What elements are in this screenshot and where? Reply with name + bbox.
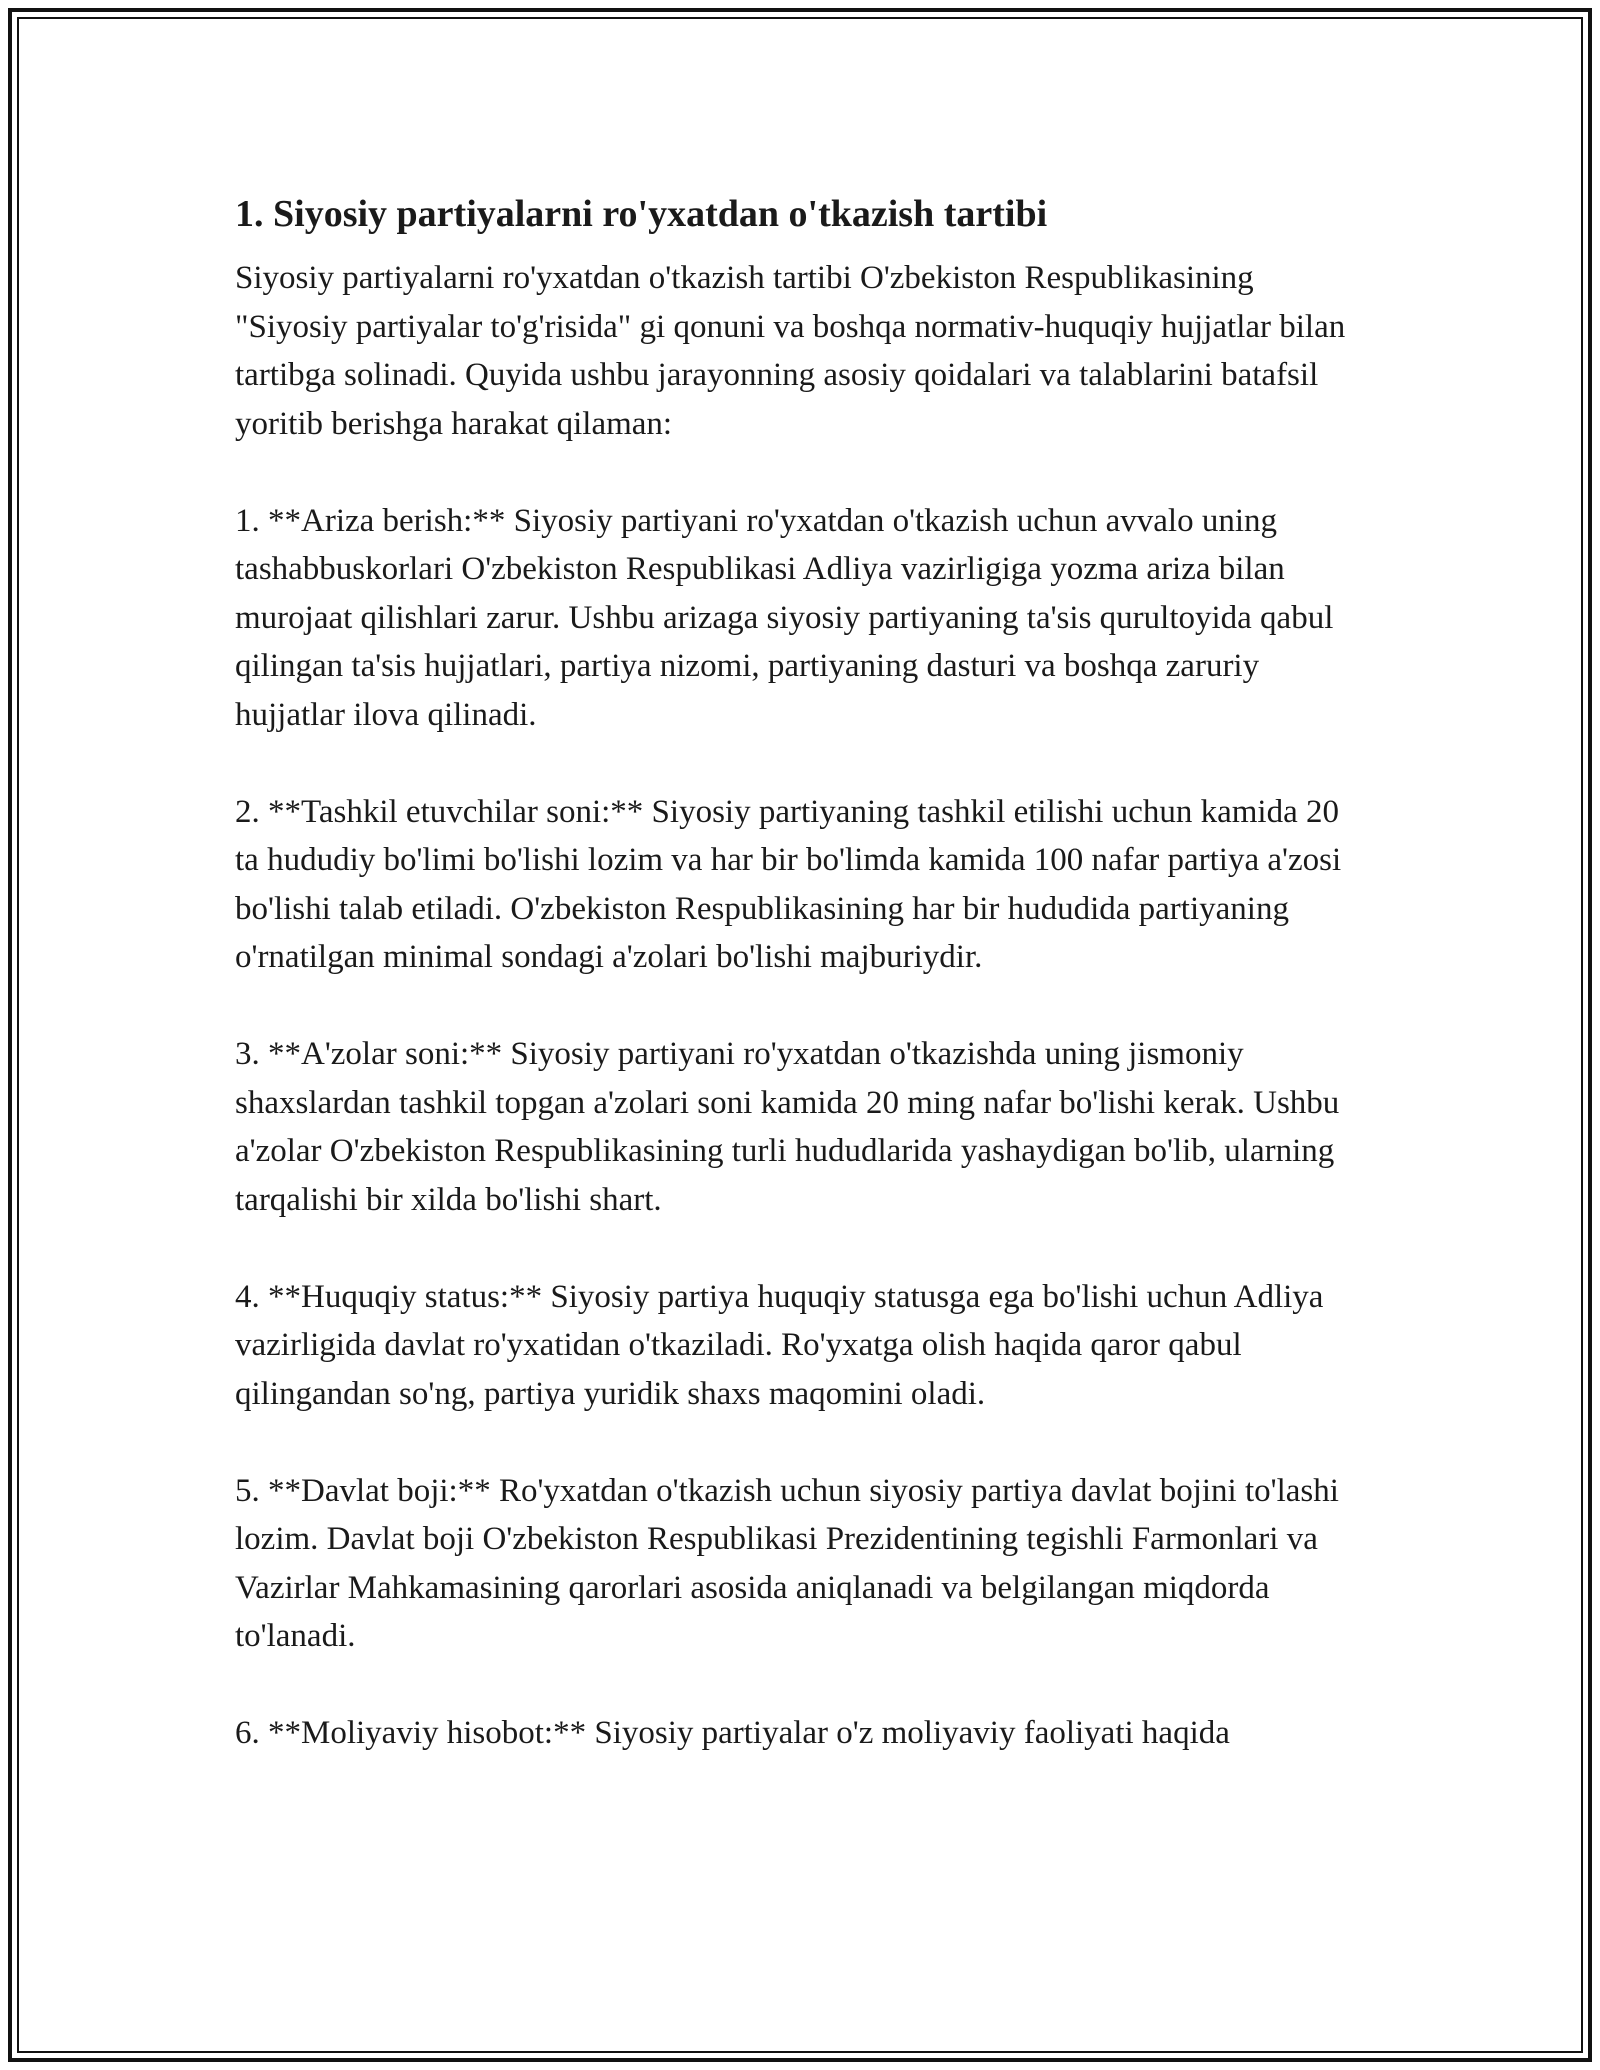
list-item-azolar-soni: 3. **A'zolar soni:** Siyosiy partiyani ro'yxatdan o'tkazishda uning jismoniy shaxslardan tashkil topgan a'zolari soni kamida 20 ming nafar bo'lishi kerak. Ushbu a'zolar O'zbekiston Respublikasining turli hududlarida yashaydigan bo'lib, ularning tarqalishi bir xilda bo'lishi shart. <box>235 1036 1340 1218</box>
list-item-tashkil-etuvchilar-soni: 2. **Tashkil etuvchilar soni:** Siyosiy partiyaning tashkil etilishi uchun kamida 20 ta hududiy bo'limi bo'lishi lozim va har bir bo'limda kamida 100 nafar partiya a'zosi bo'lishi talab etiladi. O'zbekiston Respublikasining har bir hududida partiyaning o'rnatilgan minimal sondagi a'zolari bo'lishi majburiydir. <box>235 793 1342 975</box>
list-item-huquqiy-status: 4. **Huquqiy status:** Siyosiy partiya huquqiy statusga ega bo'lishi uchun Adliya vazirligida davlat ro'yxatidan o'tkaziladi. Ro'yxatga olish haqida qaror qabul qilingandan so'ng, partiya yuridik shaxs maqomini oladi. <box>235 1278 1324 1412</box>
document-body <box>235 186 1365 1758</box>
intro-paragraph: Siyosiy partiyalarni ro'yxatdan o'tkazish tartibi O'zbekiston Respublikasining "Siyosiy partiyalar to'g'risida" gi qonuni va boshqa normativ-huquqiy hujjatlar bilan tartibga solinadi. Quyida ushbu jarayonning asosiy qoidalari va talablarini batafsil yoritib berishga harakat qilaman: <box>235 260 1346 442</box>
list-item-moliyaviy-hisobot: 6. **Moliyaviy hisobot:** Siyosiy partiyalar o'z moliyaviy faoliyati haqida <box>235 1715 1230 1751</box>
list-item-davlat-boji: 5. **Davlat boji:** Ro'yxatdan o'tkazish uchun siyosiy partiya davlat bojini to'lashi lozim. Davlat boji O'zbekiston Respublikasi Prezidentining tegishli Farmonlari va Vazirlar Mahkamasining qarorlari asosida aniqlanadi va belgilangan miqdorda to'lanadi. <box>235 1472 1339 1654</box>
page-title: 1. Siyosiy partiyalarni ro'yxatdan o'tkazish tartibi <box>235 193 1048 235</box>
list-item-ariza-berish: 1. **Ariza berish:** Siyosiy partiyani ro'yxatdan o'tkazish uchun avvalo uning tashabbuskorlari O'zbekiston Respublikasi Adliya vazirligiga yozma ariza bilan murojaat qilishlari zarur. Ushbu arizaga siyosiy partiyaning ta'sis qurultoyida qabul qilingan ta'sis hujjatlari, partiya nizomi, partiyaning dasturi va boshqa zaruriy hujjatlar ilova qilinadi. <box>235 502 1334 733</box>
